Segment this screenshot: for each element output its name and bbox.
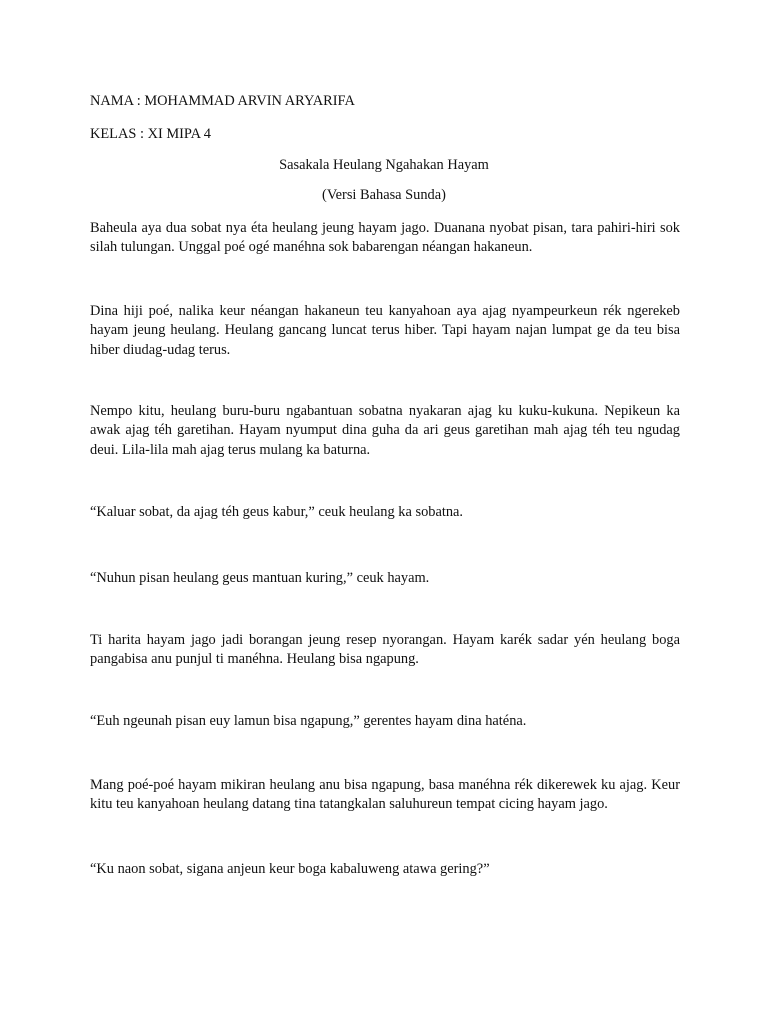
student-class-line: KELAS : XI MIPA 4 — [90, 126, 212, 142]
story-title: Sasakala Heulang Ngahakan Hayam — [279, 157, 489, 173]
paragraph-2: Dina hiji poé, nalika keur néangan hakaneun teu kanyahoan aya ajag nyampeurkeun rék ngerekeb hayam jeung heulang. Heulang gancang luncat terus hiber. Tapi hayam najan lumpat ge da teu bisa hiber diudag-udag terus. — [90, 303, 680, 358]
paragraph-3: Nempo kitu, heulang buru-buru ngabantuan sobatna nyakaran ajag ku kuku-kukuna. Nepikeun ka awak ajag téh garetihan. Hayam nyumput dina guha da ari geus garetihan mah ajag téh teu ngudag deui. Lila-lila mah ajag terus mulang ka baturna. — [90, 403, 680, 458]
paragraph-5: Mang poé-poé hayam mikiran heulang anu bisa ngapung, basa manéhna rék dikerewek ku ajag. Keur kitu teu kanyahoan heulang datang tina tatangkalan saluhureun tempat cicing hayam jago. — [90, 777, 680, 813]
dialogue-1: “Kaluar sobat, da ajag téh geus kabur,” ceuk heulang ka sobatna. — [90, 504, 464, 520]
dialogue-3: “Euh ngeunah pisan euy lamun bisa ngapung,” gerentes hayam dina haténa. — [90, 713, 527, 729]
story-subtitle: (Versi Bahasa Sunda) — [322, 187, 446, 203]
paragraph-1: Baheula aya dua sobat nya éta heulang jeung hayam jago. Duanana nyobat pisan, tara pahiri-hiri sok silah tulungan. Unggal poé ogé manéhna sok babarengan néangan hakaneun. — [90, 220, 680, 256]
dialogue-2: “Nuhun pisan heulang geus mantuan kuring,” ceuk hayam. — [90, 570, 430, 586]
student-name-line: NAMA : MOHAMMAD ARVIN ARYARIFA — [90, 93, 355, 109]
paragraph-4: Ti harita hayam jago jadi borangan jeung resep nyorangan. Hayam karék sadar yén heulang boga pangabisa anu punjul ti manéhna. Heulang bisa ngapung. — [90, 632, 680, 668]
dialogue-4: “Ku naon sobat, sigana anjeun keur boga kabaluweng atawa gering?” — [90, 861, 490, 877]
